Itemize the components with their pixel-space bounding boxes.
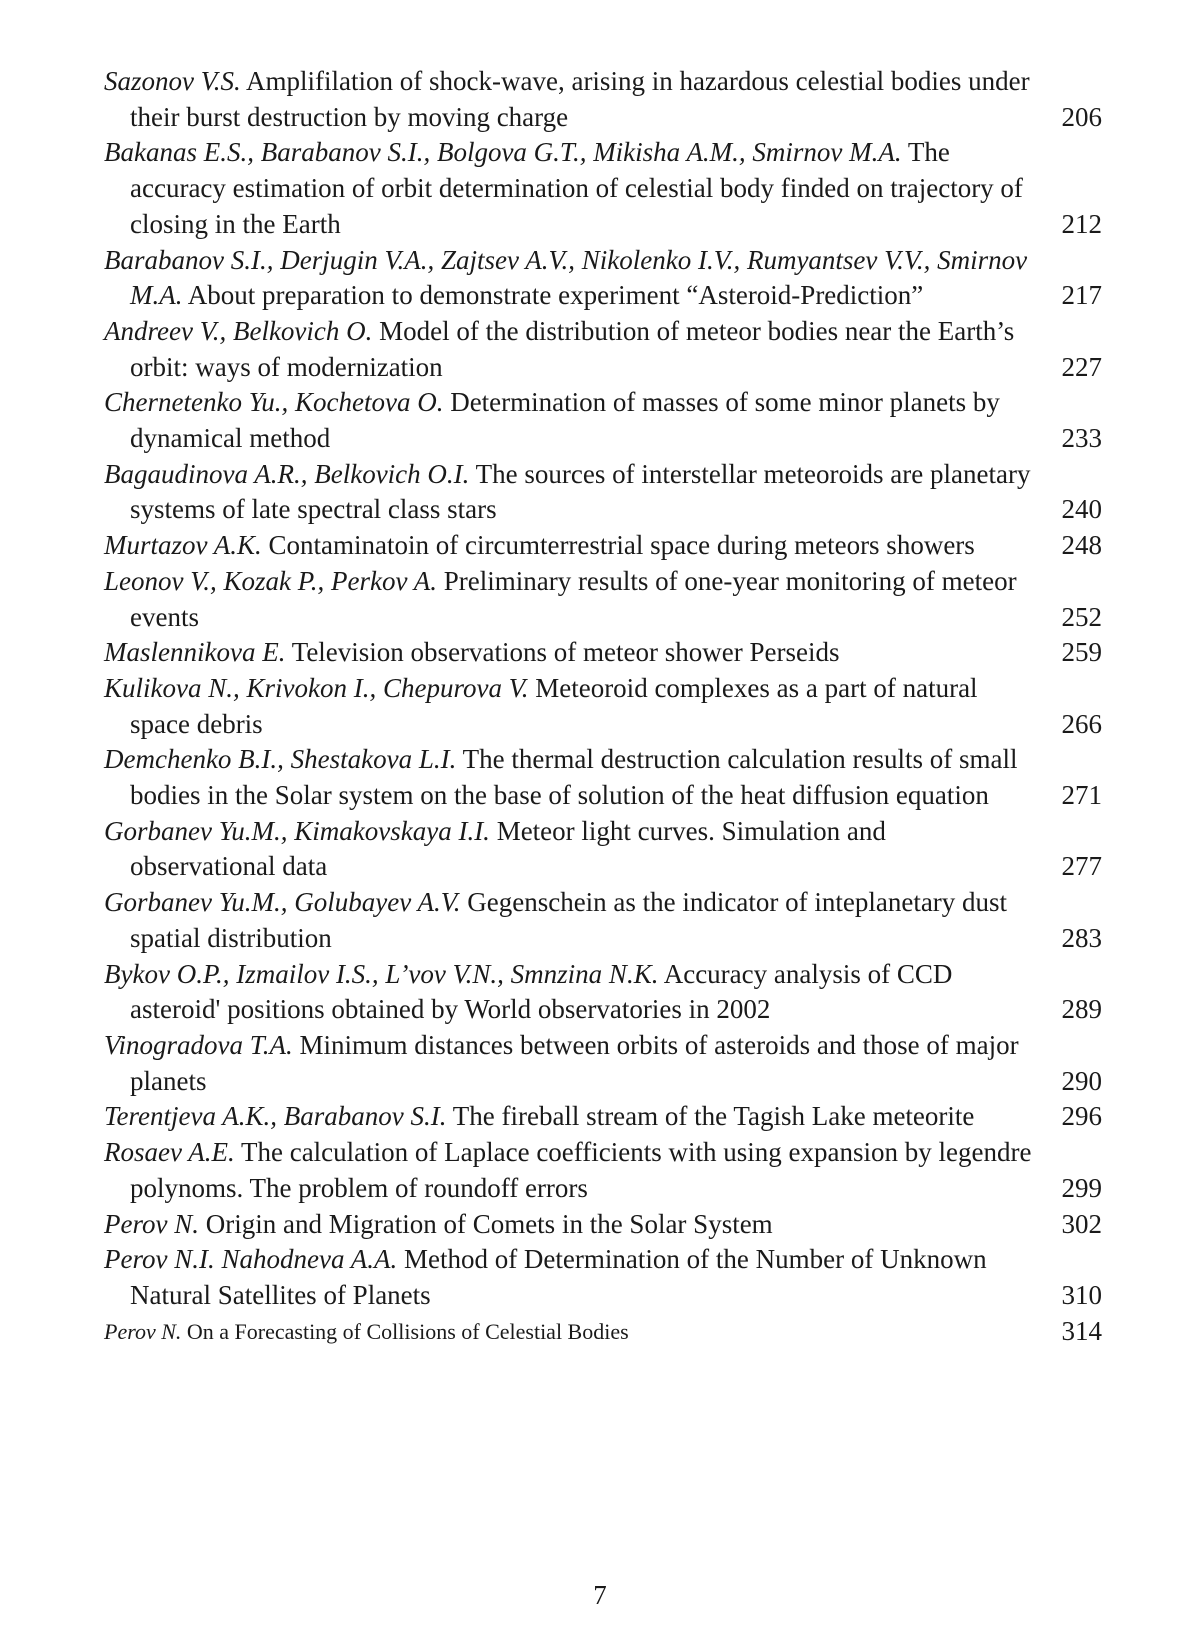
entry-authors: Demchenko B.I., Shestakova L.I. (104, 744, 457, 775)
toc-entry (104, 885, 1102, 956)
entry-title: Preliminary results of one-year monitoring of meteor events (130, 565, 1017, 632)
toc-entry (104, 457, 1102, 528)
entry-authors: Chernetenko Yu., Kochetova O. (104, 387, 444, 418)
entry-page-number: 212 (1061, 208, 1102, 239)
entry-title: Origin and Migration of Comets in the Solar System (205, 1208, 773, 1239)
entry-authors: Bykov O.P., Izmailov I.S., L’vov V.N., Smnzina N.K. (104, 958, 659, 989)
entry-title: Determination of masses of some minor planets by dynamical method (130, 387, 1000, 454)
entry-page-number: 240 (1061, 494, 1102, 525)
entry-authors: Bakanas E.S., Barabanov S.I., Bolgova G.T., Mikisha A.M., Smirnov M.A. (104, 137, 902, 168)
entry-authors: Barabanov S.I., Derjugin V.A., Zajtsev A.V., Nikolenko I.V., Rumyantsev V.V., Smirnov M.A. (104, 244, 1028, 311)
entry-authors: Andreev V., Belkovich O. (104, 315, 373, 346)
entry-title: Gegenschein as the indicator of inteplanetary dust spatial distribution (130, 887, 1008, 953)
entry-title: Minimum distances between orbits of asteroids and those of major planets (130, 1029, 1019, 1096)
entry-authors: Vinogradova T.A. (104, 1029, 293, 1060)
entry-page-number: 296 (1061, 1101, 1102, 1132)
entry-authors: Maslennikova E. (104, 637, 286, 668)
entry-page-number: 289 (1061, 994, 1102, 1025)
entry-title: The thermal destruction calculation results of small bodies in the Solar system on the base of solution of the heat diffusion equation (130, 744, 1018, 811)
toc-entry (104, 635, 1102, 671)
toc-entry (104, 64, 1102, 135)
toc-entry (104, 1207, 1102, 1243)
entry-title: Meteoroid complexes as a part of natural space debris (130, 672, 978, 739)
entry-title: Method of Determination of the Number of Unknown Natural Satellites of Planets (130, 1244, 987, 1310)
toc-entry (104, 1314, 1102, 1350)
toc-entry (104, 243, 1102, 314)
toc-entry (104, 957, 1102, 1028)
toc-entry (104, 385, 1102, 456)
entry-page-number: 310 (1061, 1279, 1102, 1310)
entry-title: The fireball stream of the Tagish Lake meteorite (452, 1101, 975, 1132)
toc-entry (104, 314, 1102, 385)
entry-page-number: 302 (1061, 1208, 1102, 1239)
entry-authors: Terentjeva A.K., Barabanov S.I. (104, 1101, 447, 1132)
entry-page-number: 233 (1061, 423, 1102, 454)
entry-title: Television observations of meteor shower Perseids (291, 637, 840, 668)
toc-entry (104, 1028, 1102, 1099)
entry-title: Accuracy analysis of CCD asteroid' positions obtained by World observatories in 2002 (130, 958, 953, 1025)
entry-page-number: 271 (1061, 780, 1102, 811)
entry-title: The accuracy estimation of orbit determination of celestial body finded on trajectory of closing in the Earth (130, 137, 1023, 239)
entry-authors: Perov N. (104, 1318, 182, 1344)
entry-page-number: 252 (1061, 601, 1102, 632)
entry-page-number: 299 (1061, 1172, 1102, 1203)
entry-page-number: 290 (1061, 1065, 1102, 1096)
toc-entry (104, 814, 1102, 885)
entry-authors: Sazonov V.S. (104, 66, 241, 96)
toc-entry (104, 528, 1102, 564)
entry-title: Model of the distribution of meteor bodies near the Earth’s orbit: ways of modernization (130, 315, 1015, 382)
entry-page-number: 206 (1061, 101, 1102, 132)
entry-authors: Gorbanev Yu.M., Kimakovskaya I.I. (104, 815, 490, 846)
entry-title: About preparation to demonstrate experiment “Asteroid-Prediction” (187, 280, 924, 311)
toc-entry (104, 1099, 1102, 1135)
toc-entry (104, 671, 1102, 742)
entry-authors: Kulikova N., Krivokon I., Chepurova V. (104, 672, 529, 703)
entry-authors: Perov N.I. Nahodneva A.A. (104, 1244, 398, 1275)
toc-entry (104, 135, 1102, 242)
toc-entry (104, 1135, 1102, 1206)
entry-authors: Perov N. (104, 1208, 199, 1239)
entry-page-number: 283 (1061, 922, 1102, 953)
toc-entry (104, 742, 1102, 813)
entry-page-number: 277 (1061, 851, 1102, 882)
entry-authors: Bagaudinova A.R., Belkovich O.I. (104, 458, 470, 489)
entry-authors: Murtazov A.K. (104, 530, 262, 561)
page-number: 7 (593, 1580, 607, 1610)
entry-page-number: 217 (1061, 280, 1102, 311)
entry-authors: Leonov V., Kozak P., Perkov A. (104, 565, 437, 596)
entry-title: The calculation of Laplace coefficients with using expansion by legendre polynoms. The problem of roundoff errors (130, 1137, 1032, 1203)
toc-entry (104, 564, 1102, 635)
entry-title: Contaminatoin of circumterrestrial space during meteors showers (268, 530, 975, 561)
entry-title: The sources of interstellar meteoroids are planetary systems of late spectral class stars (130, 458, 1031, 525)
entry-title: Meteor light curves. Simulation and observational data (130, 815, 886, 882)
entry-page-number: 314 (1061, 1315, 1102, 1346)
entry-page-number: 227 (1061, 351, 1102, 382)
entry-page-number: 259 (1061, 637, 1102, 668)
entry-authors: Gorbanev Yu.M., Golubayev A.V. (104, 887, 461, 918)
table-of-contents (104, 64, 1102, 1349)
entry-page-number: 266 (1061, 708, 1102, 739)
entry-title: Amplifilation of shock-wave, arising in hazardous celestial bodies under their burst destruction by moving charge (130, 66, 1030, 132)
toc-entry (104, 1242, 1102, 1313)
entry-title: On a Forecasting of Collisions of Celestial Bodies (186, 1318, 629, 1344)
entry-page-number: 248 (1061, 530, 1102, 561)
entry-authors: Rosaev A.E. (104, 1137, 235, 1168)
